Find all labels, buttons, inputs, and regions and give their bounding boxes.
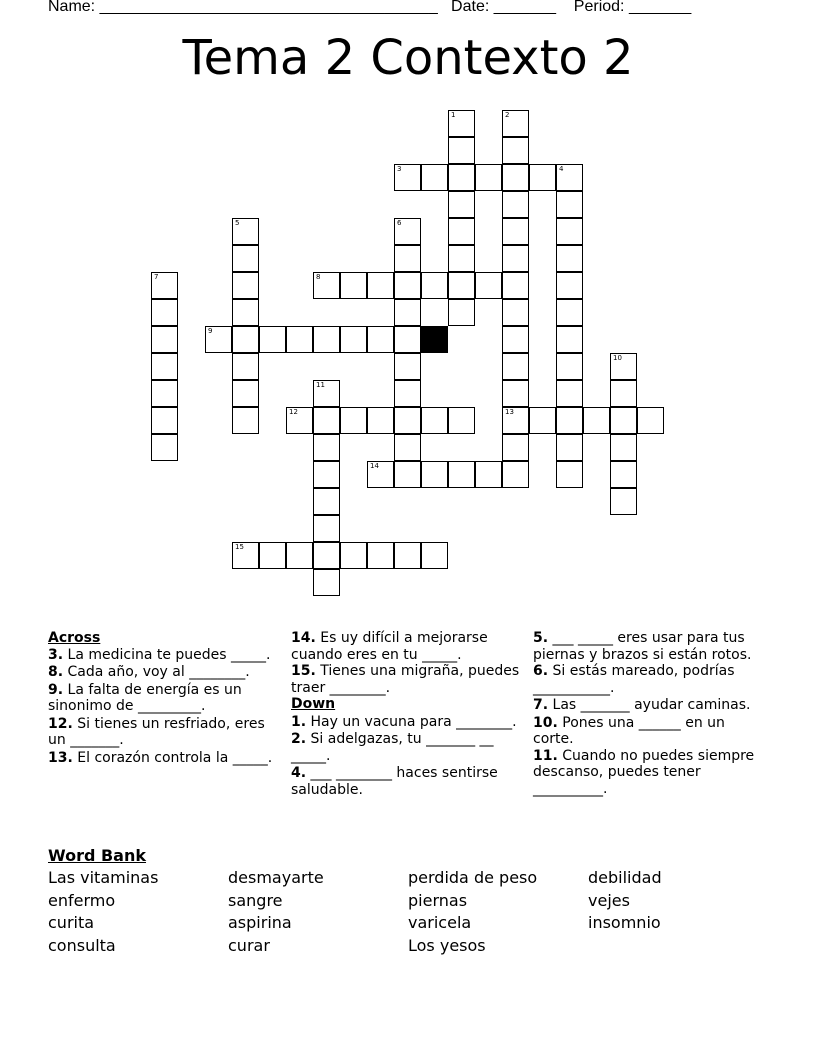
crossword-cell[interactable] [529,407,556,434]
page-title: Tema 2 Contexto 2 [182,30,634,86]
clue-number-label: 15 [235,543,244,551]
crossword-cell[interactable] [259,326,286,353]
crossword-cell[interactable] [502,164,529,191]
word-bank-item: enfermo [48,891,116,910]
word-bank-item: debilidad [588,868,662,887]
crossword-cell[interactable] [367,272,394,299]
crossword-cell[interactable] [502,245,529,272]
word-bank-item: curar [228,936,270,955]
crossword-black-cell [421,326,448,353]
word-bank-item: varicela [408,913,472,932]
crossword-cell[interactable] [232,353,259,380]
down-heading: Down [291,696,336,712]
crossword-cell[interactable] [340,326,367,353]
crossword-cell[interactable] [151,353,178,380]
crossword-cell[interactable] [448,191,475,218]
crossword-cell[interactable] [313,542,340,569]
word-bank-item: consulta [48,936,116,955]
word-bank-item: Los yesos [408,936,486,955]
crossword-cell[interactable] [556,299,583,326]
crossword-cell[interactable] [610,407,637,434]
crossword-cell[interactable] [232,272,259,299]
crossword-cell[interactable] [367,407,394,434]
word-bank-title: Word Bank [48,846,147,865]
clues-column-1 [48,630,280,766]
clue-across-12: 12. Si tienes un resfriado, eres un _______. [48,715,265,748]
crossword-cell[interactable] [556,434,583,461]
crossword-cell[interactable] [394,218,421,245]
crossword-cell[interactable] [556,191,583,218]
crossword-cell[interactable] [367,326,394,353]
word-bank-item: curita [48,913,95,932]
clue-number-label: 11 [316,381,325,389]
clue-number-label: 7 [154,273,159,281]
crossword-cell[interactable] [232,380,259,407]
word-bank-item: sangre [228,891,283,910]
crossword-cell[interactable] [313,569,340,596]
crossword-cell[interactable] [421,461,448,488]
crossword-cell[interactable] [502,191,529,218]
crossword-cell[interactable] [475,461,502,488]
clue-across-13: 13. El corazón controla la _____. [48,749,273,766]
clue-number-label: 3 [397,165,402,173]
crossword-cell[interactable] [340,272,367,299]
crossword-cell[interactable] [610,488,637,515]
crossword-cell[interactable] [583,407,610,434]
crossword-cell[interactable] [367,542,394,569]
crossword-cell[interactable] [556,461,583,488]
crossword-cell[interactable] [151,380,178,407]
crossword-cell[interactable] [448,164,475,191]
clue-number-label: 8 [316,273,321,281]
crossword-cell[interactable] [313,272,340,299]
clue-across-8: 8. Cada año, voy al ________. [48,664,250,680]
crossword-cell[interactable] [421,272,448,299]
clue-down-4: 4. ___ ________ haces sentirse saludable. [291,765,498,798]
across-heading: Across [48,630,101,646]
crossword-cell[interactable] [556,353,583,380]
crossword-cell[interactable] [313,488,340,515]
crossword-cell[interactable] [286,407,313,434]
crossword-cell[interactable] [394,353,421,380]
crossword-cell[interactable] [448,461,475,488]
crossword-cell[interactable] [556,380,583,407]
crossword-cell[interactable] [394,380,421,407]
crossword-cell[interactable] [232,245,259,272]
crossword-cell[interactable] [394,461,421,488]
crossword-cell[interactable] [556,407,583,434]
crossword-cell[interactable] [556,164,583,191]
word-bank-item: desmayarte [228,868,324,887]
crossword-cell[interactable] [448,218,475,245]
crossword-cell[interactable] [394,272,421,299]
crossword-cell[interactable] [502,434,529,461]
clue-number-label: 9 [208,327,213,335]
clue-number-label: 5 [235,219,240,227]
clue-across-9: 9. La falta de energía es un sinonimo de _________. [48,681,242,714]
clue-down-5: 5. ___ _____ eres usar para tus piernas y brazos si están rotos. [533,630,752,663]
crossword-cell[interactable] [205,326,232,353]
crossword-cell[interactable] [502,110,529,137]
crossword-cell[interactable] [421,542,448,569]
word-bank-item: Las vitaminas [48,868,159,887]
clue-number-label: 13 [505,408,514,416]
crossword-cell[interactable] [232,542,259,569]
crossword-cell[interactable] [610,434,637,461]
crossword-cell[interactable] [259,542,286,569]
crossword-cell[interactable] [556,326,583,353]
clue-number-label: 6 [397,219,402,227]
word-bank-item: piernas [408,891,468,910]
crossword-cell[interactable] [556,218,583,245]
crossword-cell[interactable] [367,461,394,488]
crossword-cell[interactable] [502,218,529,245]
crossword-cell[interactable] [448,245,475,272]
crossword-cell[interactable] [313,461,340,488]
crossword-cell[interactable] [448,272,475,299]
crossword-cell[interactable] [610,461,637,488]
crossword-cell[interactable] [313,434,340,461]
crossword-cell[interactable] [286,542,313,569]
crossword-cell[interactable] [313,326,340,353]
crossword-cell[interactable] [475,272,502,299]
clue-down-1: 1. Hay un vacuna para ________. [291,713,517,730]
crossword-cell[interactable] [502,299,529,326]
crossword-cell[interactable] [232,299,259,326]
word-bank-item: vejes [588,891,630,910]
crossword-cell[interactable] [394,434,421,461]
crossword-cell[interactable] [151,299,178,326]
crossword-cell[interactable] [394,326,421,353]
clue-number-label: 10 [613,354,622,362]
crossword-cell[interactable] [394,164,421,191]
crossword-cell[interactable] [151,407,178,434]
crossword-cell[interactable] [340,407,367,434]
clue-down-11: 11. Cuando no puedes siempre descanso, puedes tener __________. [533,747,755,797]
crossword-cell[interactable] [421,164,448,191]
crossword-cell[interactable] [448,299,475,326]
clue-down-7: 7. Las _______ ayudar caminas. [533,697,751,713]
crossword-cell[interactable] [394,542,421,569]
clue-down-2: 2. Si adelgazas, tu _______ __ _____. [291,731,494,764]
crossword-cell[interactable] [232,218,259,245]
clue-number-label: 12 [289,408,298,416]
crossword-cell[interactable] [556,245,583,272]
crossword-cell[interactable] [232,326,259,353]
crossword-cell[interactable] [151,326,178,353]
crossword-cell[interactable] [340,542,367,569]
crossword-cell[interactable] [394,407,421,434]
crossword-cell[interactable] [502,353,529,380]
crossword-cell[interactable] [448,137,475,164]
word-bank-item: perdida de peso [408,868,538,887]
clues-column-2 [291,630,523,798]
clue-number-label: 4 [559,165,564,173]
crossword-cell[interactable] [151,272,178,299]
crossword-cell[interactable] [556,272,583,299]
crossword-cell[interactable] [151,434,178,461]
crossword-cell[interactable] [421,407,448,434]
clue-number-label: 1 [451,111,456,119]
crossword-cell[interactable] [286,326,313,353]
clue-number-label: 2 [505,111,510,119]
crossword-cell[interactable] [637,407,664,434]
crossword-cell[interactable] [502,326,529,353]
word-bank-item: insomnio [588,913,661,932]
clue-down-10: 10. Pones una ______ en un corte. [533,714,725,747]
crossword-cell[interactable] [610,380,637,407]
crossword-cell[interactable] [475,164,502,191]
crossword-cell[interactable] [502,272,529,299]
crossword-cell[interactable] [313,515,340,542]
crossword-cell[interactable] [502,137,529,164]
clues-column-3 [533,630,768,797]
crossword-cell[interactable] [502,461,529,488]
clue-across-15: 15. Tienes una migraña, puedes traer ________. [291,663,520,696]
name-date-period-line[interactable]: Name: ______________________________________ Date: _______ Period: _______ [48,0,692,15]
crossword-cell[interactable] [232,407,259,434]
crossword-cell[interactable] [529,164,556,191]
crossword-cell[interactable] [394,299,421,326]
clue-across-14: 14. Es uy difícil a mejorarse cuando eres en tu _____. [291,630,488,663]
crossword-cell[interactable] [502,407,529,434]
clue-across-3: 3. La medicina te puedes _____. [48,646,271,663]
crossword-cell[interactable] [448,110,475,137]
clue-down-6: 6. Si estás mareado, podrías ___________. [533,663,735,696]
crossword-cell[interactable] [313,380,340,407]
crossword-cell[interactable] [313,407,340,434]
crossword-cell[interactable] [448,407,475,434]
crossword-cell[interactable] [502,380,529,407]
clue-number-label: 14 [370,462,379,470]
crossword-cell[interactable] [394,245,421,272]
word-bank-item: aspirina [228,913,292,932]
crossword-cell[interactable] [610,353,637,380]
